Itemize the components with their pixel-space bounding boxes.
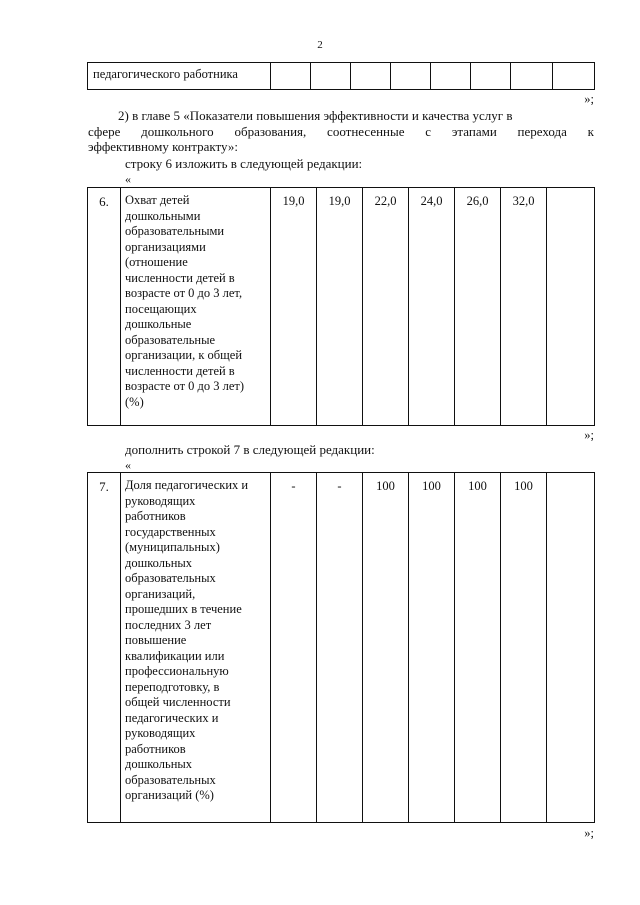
value-cell: - (317, 473, 363, 823)
row-number: 7. (88, 473, 121, 823)
paragraph-line: сфере дошкольного образования, соотнесенные с этапами перехода к (88, 123, 594, 139)
value-cell: 19,0 (317, 188, 363, 426)
open-quote: « (125, 458, 131, 472)
indicator-cell: Охват детей дошкольными образовательными организациями (отношение численности детей в возрасте от 0 до 3 лет, посещающих дошкольные образовательные организации, к общей численности детей в возрасте от 0 до 3 лет) (%) (121, 188, 271, 426)
value-cell: 100 (455, 473, 501, 823)
value-cell: 100 (363, 473, 409, 823)
close-quote: »; (584, 826, 594, 840)
value-cell: 24,0 (409, 188, 455, 426)
table-row (88, 473, 595, 823)
instruction-row-7: дополнить строкой 7 в следующей редакции: (125, 442, 375, 457)
page-number: 2 (317, 39, 323, 51)
value-cell: 22,0 (363, 188, 409, 426)
table-row-6 (87, 187, 595, 426)
value-cell (547, 188, 595, 426)
paragraph-line: 2) в главе 5 «Показатели повышения эффективности и качества услуг в (118, 108, 513, 123)
paragraph-chapter-5 (88, 108, 594, 155)
value-cell (547, 473, 595, 823)
close-quote: »; (584, 92, 594, 106)
value-cell: 32,0 (501, 188, 547, 426)
value-cell: - (271, 473, 317, 823)
table-row (88, 188, 595, 426)
previous-table-fragment (87, 62, 595, 90)
indicator-cell: Доля педагогических и руководящих работников государственных (муниципальных) дошкольных образовательных организаций, прошедших в течение последних 3 лет повышение квалификации или профессиональную переподготовку, в общей численности педагогических и руководящих работников дошкольных образовательных организаций (%) (121, 473, 271, 823)
table-row (88, 63, 595, 90)
value-cell: 100 (409, 473, 455, 823)
paragraph-line: эффективному контракту»: (88, 139, 238, 154)
value-cell: 19,0 (271, 188, 317, 426)
open-quote: « (125, 172, 131, 186)
table-row-7 (87, 472, 595, 823)
instruction-row-6: строку 6 изложить в следующей редакции: (125, 156, 363, 171)
value-cell: 100 (501, 473, 547, 823)
close-quote: »; (584, 428, 594, 442)
row-number: 6. (88, 188, 121, 426)
value-cell: 26,0 (455, 188, 501, 426)
row-label: педагогического работника (88, 63, 271, 90)
